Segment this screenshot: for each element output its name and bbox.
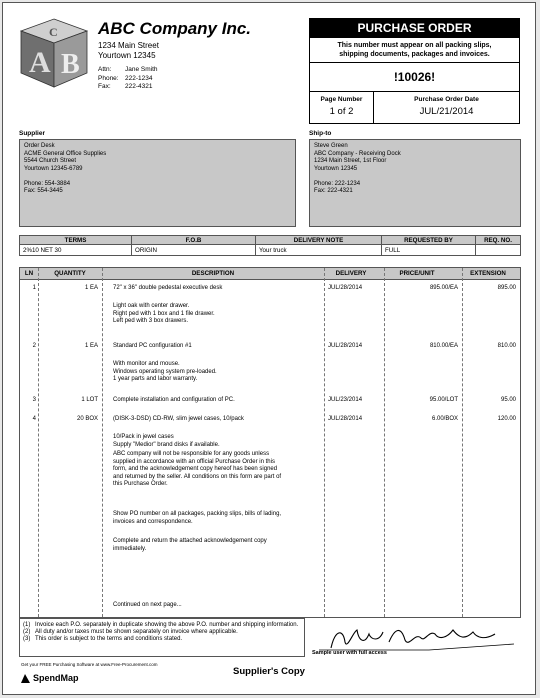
page-number-cell — [310, 92, 374, 123]
terms-header: TERMS — [20, 236, 132, 245]
footer-note-number: (1) — [23, 622, 31, 628]
terms-header: REQ. NO. — [476, 236, 521, 245]
item-qty: 1 EA — [84, 285, 98, 291]
purchase-order-page — [2, 2, 536, 695]
item-ln: 1 — [32, 285, 36, 291]
items-header: QUANTITY — [54, 270, 86, 277]
line-items-table — [19, 267, 521, 618]
item-qty: 1 LOT — [81, 397, 98, 403]
abc-cube-logo — [19, 17, 89, 89]
item-ln: 2 — [32, 343, 36, 349]
contact-label: Attn: — [98, 66, 112, 73]
shipto-line: Fax: 222-4321 — [314, 188, 353, 194]
svg-text:A: A — [29, 46, 51, 79]
column-divider — [102, 268, 103, 617]
terms-value: 2%10 NET 30 — [20, 245, 132, 256]
po-number: !10026! — [310, 63, 519, 92]
items-header-row — [20, 268, 520, 280]
supplier-line: ACME General Office Supplies — [24, 150, 107, 157]
po-date-cell — [374, 92, 519, 123]
item-delivery: JUL/28/2014 — [328, 343, 363, 349]
terms-value — [476, 245, 521, 256]
po-note-line: This number must appear on all packing slips, — [337, 42, 492, 49]
spacer — [314, 173, 516, 181]
contact-value: 222-4321 — [125, 83, 153, 90]
item-notes — [113, 361, 217, 384]
column-divider — [462, 268, 463, 617]
footer-note-text: All duty and/or taxes must be shown separately on invoice where applicable. — [35, 629, 238, 635]
spacer — [24, 173, 291, 181]
contact-value: 222-1234 — [125, 74, 153, 82]
item-desc: Standard PC configuration #1 — [113, 343, 192, 349]
supplier-line: Phone: 554-3884 — [24, 180, 71, 187]
po-header-box — [309, 18, 520, 124]
item-note-line: Supply "Medior" brand disks if available. — [113, 441, 220, 448]
item-note-line: 1 year parts and labor warranty. — [113, 376, 198, 382]
shipto-line: Phone: 222-1234 — [314, 180, 361, 187]
terms-paragraph — [113, 538, 267, 553]
item-ln: 3 — [32, 397, 36, 403]
po-title: PURCHASE ORDER — [310, 19, 519, 38]
item-notes — [113, 434, 220, 449]
shipto-line: 1234 Main Street, 1st Floor — [314, 158, 387, 164]
supplier-line: Order Desk — [24, 143, 55, 149]
items-header: EXTENSION — [470, 270, 506, 277]
item-note-line: With monitor and mouse. — [113, 361, 180, 367]
column-divider — [38, 268, 39, 617]
paragraph-line: supplied in accordance with an official Purchase Order in this — [113, 458, 275, 465]
item-price: 895.00/EA — [429, 285, 458, 291]
company-name: ABC Company Inc. — [98, 19, 252, 38]
item-ext: 95.00 — [500, 397, 516, 403]
item-ln: 4 — [32, 416, 36, 422]
spendmap-logo — [21, 673, 79, 683]
item-desc: Complete installation and configuration of PC. — [113, 397, 235, 403]
paragraph-line: Show PO number on all packages, packing slips, bills of lading, — [113, 511, 282, 517]
footer-note-number: (2) — [23, 629, 31, 635]
po-note-line: shipping documents, packages and invoices. — [339, 51, 490, 58]
items-header: DELIVERY — [335, 270, 367, 277]
paragraph-line: immediately. — [113, 545, 147, 552]
shipto-label: Ship-to — [309, 130, 332, 137]
brand-name: SpendMap — [33, 673, 79, 683]
item-price: 6.00/BOX — [431, 416, 458, 422]
spendmap-mark-icon — [21, 674, 30, 683]
terms-value: Your truck — [256, 245, 382, 256]
page-number-label: Page Number — [320, 96, 363, 103]
footer-note — [23, 636, 301, 643]
terms-value: ORIGIN — [132, 245, 256, 256]
items-header: DESCRIPTION — [191, 270, 235, 277]
item-desc: 72" x 36" double pedestal executive desk — [113, 285, 223, 291]
company-street: 1234 Main Street — [98, 41, 159, 50]
svg-text:B: B — [61, 49, 80, 80]
paragraph-line: form, and the acknowledgement copy hereof has been signed — [113, 466, 278, 472]
item-desc: (DISK-3-DSD) CD-RW, slim jewel cases, 10/pack — [113, 416, 244, 422]
terms-value: FULL — [382, 245, 476, 256]
supplier-line: 5544 Church Street — [24, 158, 77, 164]
page-number-value: 1 of 2 — [329, 106, 354, 117]
svg-text:C: C — [49, 25, 58, 39]
paragraph-line: and returned by the seller. All conditions on this form are part of — [113, 473, 282, 480]
item-qty: 20 BOX — [76, 416, 98, 422]
item-delivery: JUL/23/2014 — [328, 397, 363, 403]
shipto-line: Yourtown 12345 — [314, 165, 358, 172]
po-date-value: JUL/21/2014 — [419, 106, 474, 117]
item-note-line: Light oak with center drawer. — [113, 303, 190, 309]
terms-header: REQUESTED BY — [382, 236, 476, 245]
terms-paragraph — [113, 511, 281, 526]
signature-caption: Sample user with full access — [312, 650, 387, 656]
paragraph-line: ABC company will not be responsible for any goods unless — [113, 451, 270, 457]
company-address — [98, 41, 159, 61]
footer-notes — [19, 618, 305, 657]
contact-label: Fax: — [98, 83, 111, 90]
item-price: 810.00/EA — [429, 343, 458, 349]
item-notes — [113, 303, 215, 326]
shipto-line: Steve Green — [314, 143, 348, 149]
item-ext: 120.00 — [497, 416, 516, 422]
items-header: LN — [24, 270, 34, 277]
company-contact — [98, 66, 158, 92]
item-note-line: Windows operating system pre-loaded. — [113, 368, 217, 375]
item-qty: 1 EA — [84, 343, 98, 349]
terms-table — [19, 235, 521, 256]
item-ext: 810.00 — [497, 343, 516, 349]
column-divider — [324, 268, 325, 617]
supplier-label: Supplier — [19, 130, 46, 137]
free-software-text: Get your FREE Purchasing Software at www.Free-Procurement.com — [21, 662, 158, 667]
terms-header: F.O.B — [132, 236, 256, 245]
po-instructions — [310, 38, 519, 63]
copy-label: Supplier's Copy — [233, 666, 305, 677]
item-note-line: 10/Pack in jewel cases — [113, 434, 174, 440]
paragraph-line: this Purchase Order. — [113, 481, 168, 487]
footer-note-text: This order is subject to the terms and conditions stated. — [35, 636, 183, 642]
item-delivery: JUL/28/2014 — [328, 416, 363, 422]
item-ext: 895.00 — [497, 285, 516, 291]
item-price: 95.00/LOT — [429, 397, 458, 403]
footer-note — [23, 622, 301, 629]
terms-header: DELIVERY NOTE — [256, 236, 382, 245]
footer-note-text: Invoice each P.O. separately in duplicate showing the above P.O. number and shipping information. — [35, 622, 299, 628]
shipto-line: ABC Company - Receiving Dock — [314, 150, 401, 157]
company-city: Yourtown 12345 — [98, 51, 156, 60]
footer-note-number: (3) — [23, 636, 31, 642]
supplier-box — [19, 139, 296, 227]
paragraph-line: Complete and return the attached acknowledgement copy — [113, 538, 267, 544]
terms-paragraph — [113, 451, 281, 489]
shipto-box — [309, 139, 521, 227]
paragraph-line: invoices and correspondence. — [113, 518, 193, 525]
contact-label: Phone: — [98, 74, 119, 82]
supplier-line: Yourtown 12345-6789 — [24, 165, 83, 172]
item-note-line: Right ped with 1 box and 1 file drawer. — [113, 310, 215, 317]
column-divider — [384, 268, 385, 617]
po-date-label: Purchase Order Date — [414, 96, 479, 103]
supplier-line: Fax: 554-3445 — [24, 188, 63, 194]
item-note-line: Left ped with 3 box drawers. — [113, 318, 189, 324]
contact-value: Jane Smith — [125, 66, 158, 73]
footer-note — [23, 629, 301, 636]
items-header: PRICE/UNIT — [399, 270, 435, 277]
item-delivery: JUL/28/2014 — [328, 285, 363, 291]
continued-note: Continued on next page... — [113, 602, 182, 608]
